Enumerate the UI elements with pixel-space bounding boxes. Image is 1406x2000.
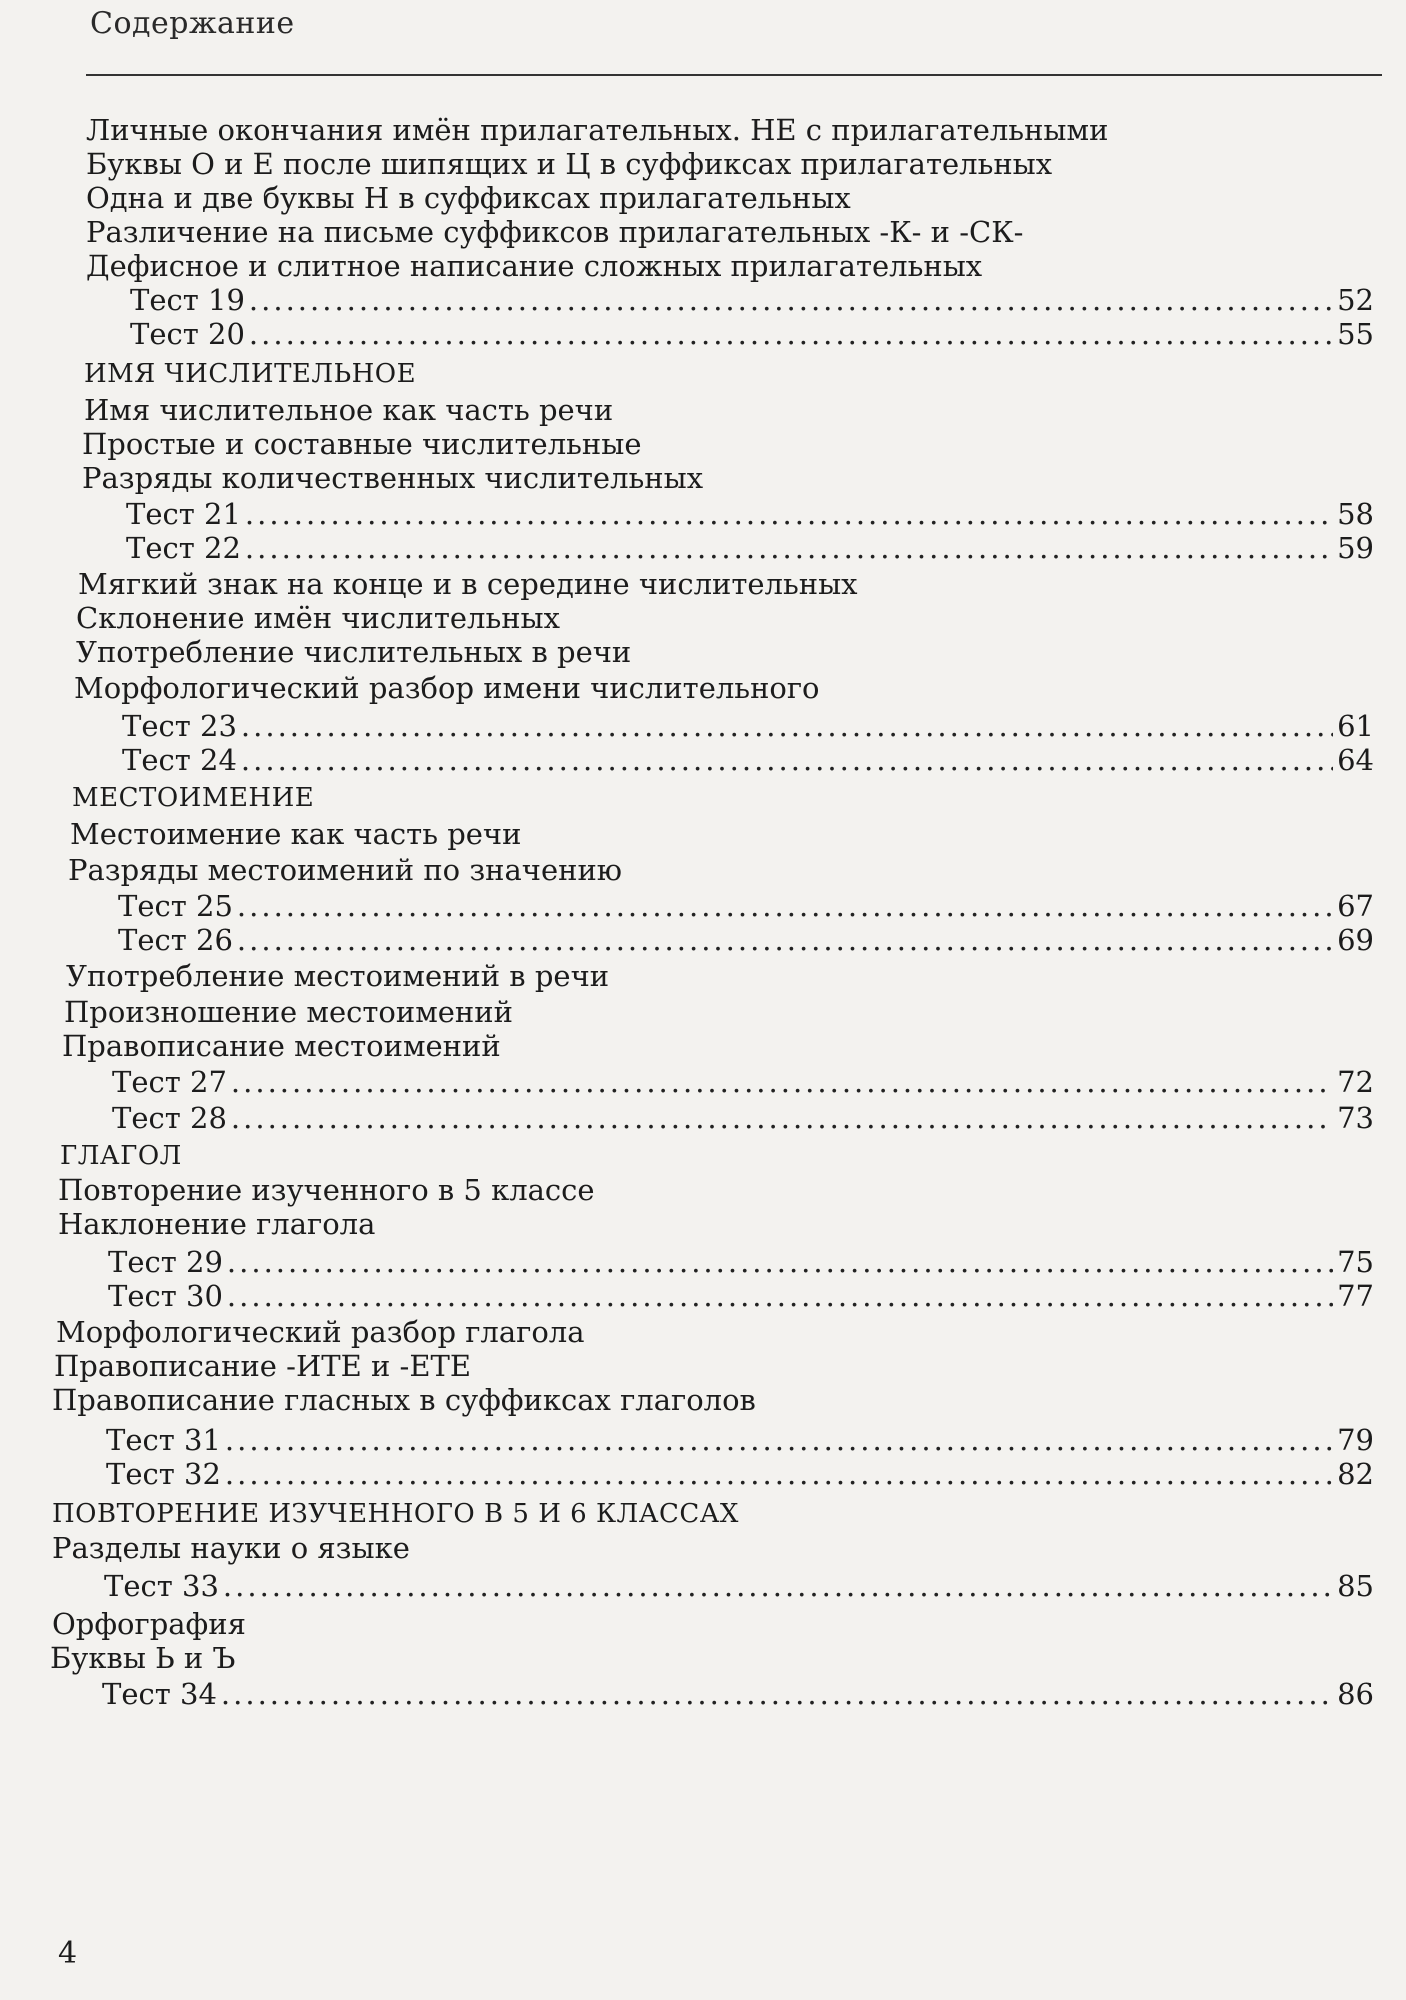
toc-page-number: 73 (1337, 1101, 1374, 1135)
dot-leader (227, 1278, 1333, 1314)
toc-page-number: 52 (1337, 283, 1374, 317)
toc-test-entry (106, 1456, 1374, 1492)
toc-test-entry (122, 708, 1374, 744)
dot-leader (245, 530, 1333, 566)
toc-topic-entry (76, 634, 631, 670)
toc-test-entry (106, 1422, 1374, 1458)
dot-leader (249, 316, 1333, 352)
toc-entry-label: Морфологический разбор имени числительного (74, 671, 820, 705)
toc-entry-label: Местоимение как часть речи (70, 817, 522, 851)
toc-topic-entry (74, 670, 820, 706)
toc-topic-entry (76, 600, 560, 636)
dot-leader (225, 1456, 1333, 1492)
toc-test-entry (126, 496, 1374, 532)
toc-test-entry (102, 1676, 1374, 1712)
toc-page-number: 72 (1337, 1065, 1374, 1099)
page-header-title: Содержание (90, 6, 295, 41)
toc-topic-entry (86, 146, 1052, 182)
toc-page-number: 55 (1337, 317, 1374, 351)
toc-entry-label: Склонение имён числительных (76, 601, 560, 635)
toc-entry-label: Мягкий знак на конце и в середине числительных (78, 567, 858, 601)
toc-page-number: 61 (1337, 709, 1374, 743)
toc-test-entry (118, 922, 1374, 958)
toc-entry-label: Тест 28 (112, 1101, 227, 1135)
toc-topic-entry (58, 1172, 595, 1208)
toc-test-entry (108, 1244, 1374, 1280)
toc-topic-entry (86, 248, 982, 284)
toc-entry-label: Разделы науки о языке (52, 1531, 410, 1565)
toc-entry-label: Одна и две буквы Н в суффиксах прилагательных (86, 181, 851, 215)
toc-entry-label: Тест 23 (122, 709, 237, 743)
toc-entry-label: Морфологический разбор глагола (56, 1315, 585, 1349)
toc-test-entry (126, 530, 1374, 566)
toc-topic-entry (54, 1348, 471, 1384)
toc-entry-label: Употребление местоимений в речи (66, 959, 610, 993)
toc-test-entry (122, 742, 1374, 778)
dot-leader (237, 922, 1333, 958)
toc-topic-entry (82, 460, 703, 496)
toc-entry-label: Тест 30 (108, 1279, 223, 1313)
toc-page-number: 64 (1337, 743, 1374, 777)
page-number: 4 (58, 1936, 78, 1971)
toc-test-entry (118, 888, 1374, 924)
toc-page-number: 77 (1337, 1279, 1374, 1313)
toc-topic-entry (64, 994, 513, 1030)
dot-leader (231, 1100, 1333, 1136)
toc-topic-entry (50, 1640, 235, 1676)
toc-topic-entry (86, 214, 1023, 250)
toc-entry-label: Правописание гласных в суффиксах глаголов (52, 1383, 756, 1417)
dot-leader (221, 1676, 1333, 1712)
toc-entry-label: Дефисное и слитное написание сложных прилагательных (86, 249, 983, 283)
toc-entry-label: МЕСТОИМЕНИЕ (72, 783, 315, 813)
toc-entry-label: ГЛАГОЛ (60, 1141, 182, 1171)
toc-entry-label: Простые и составные числительные (82, 427, 642, 461)
toc-topic-entry (66, 958, 609, 994)
toc-test-entry (130, 282, 1374, 318)
header-divider (86, 74, 1382, 76)
dot-leader (231, 1064, 1333, 1100)
dot-leader (227, 1244, 1333, 1280)
toc-entry-label: Произношение местоимений (64, 995, 513, 1029)
toc-page-number: 85 (1337, 1569, 1374, 1603)
toc-section-heading (60, 1138, 182, 1174)
toc-entry-label: Тест 32 (106, 1457, 221, 1491)
dot-leader (245, 496, 1333, 532)
toc-page-number: 59 (1337, 531, 1374, 565)
toc-page-number: 67 (1337, 889, 1374, 923)
toc-entry-label: Тест 24 (122, 743, 237, 777)
toc-entry-label: Наклонение глагола (58, 1207, 376, 1241)
dot-leader (241, 742, 1333, 778)
toc-test-entry (112, 1064, 1374, 1100)
toc-entry-label: ИМЯ ЧИСЛИТЕЛЬНОЕ (84, 359, 417, 389)
toc-entry-label: Правописание -ИТЕ и -ЕТЕ (54, 1349, 472, 1383)
toc-entry-label: Тест 26 (118, 923, 233, 957)
toc-topic-entry (52, 1382, 756, 1418)
toc-topic-entry (84, 392, 613, 428)
toc-topic-entry (52, 1606, 246, 1642)
toc-page-number: 75 (1337, 1245, 1374, 1279)
toc-entry-label: Тест 22 (126, 531, 241, 565)
toc-entry-label: Орфография (52, 1607, 246, 1641)
toc-entry-label: Различение на письме суффиксов прилагательных -К- и -СК- (86, 215, 1024, 249)
toc-entry-label: Имя числительное как часть речи (84, 393, 614, 427)
toc-entry-label: Тест 33 (104, 1569, 219, 1603)
toc-entry-label: Правописание местоимений (62, 1029, 501, 1063)
toc-page-number: 79 (1337, 1423, 1374, 1457)
toc-entry-label: Тест 21 (126, 497, 241, 531)
toc-entry-label: Тест 19 (130, 283, 245, 317)
toc-section-heading (72, 780, 314, 816)
toc-entry-label: Употребление числительных в речи (76, 635, 632, 669)
toc-entry-label: Буквы О и Е после шипящих и Ц в суффиксах прилагательных (86, 147, 1053, 181)
toc-section-heading (52, 1496, 739, 1532)
dot-leader (241, 708, 1333, 744)
toc-entry-label: Разряды местоимений по значению (68, 853, 623, 887)
toc-test-entry (104, 1568, 1374, 1604)
toc-entry-label: Буквы Ь и Ъ (50, 1641, 236, 1675)
toc-topic-entry (68, 852, 622, 888)
dot-leader (249, 282, 1333, 318)
toc-topic-entry (70, 816, 521, 852)
toc-entry-label: Тест 34 (102, 1677, 217, 1711)
toc-entry-label: Тест 27 (112, 1065, 227, 1099)
toc-topic-entry (82, 426, 641, 462)
toc-entry-label: ПОВТОРЕНИЕ ИЗУЧЕННОГО В 5 И 6 КЛАССАХ (52, 1499, 739, 1529)
toc-page-number: 58 (1337, 497, 1374, 531)
toc-entry-label: Тест 25 (118, 889, 233, 923)
toc-entry-label: Личные окончания имён прилагательных. НЕ с прилагательными (86, 113, 1109, 147)
dot-leader (225, 1422, 1333, 1458)
toc-page-number: 69 (1337, 923, 1374, 957)
toc-test-entry (112, 1100, 1374, 1136)
toc-entry-label: Тест 20 (130, 317, 245, 351)
toc-entry-label: Разряды количественных числительных (82, 461, 704, 495)
dot-leader (237, 888, 1333, 924)
toc-topic-entry (78, 566, 858, 602)
toc-topic-entry (86, 112, 1108, 148)
toc-topic-entry (56, 1314, 585, 1350)
toc-section-heading (84, 356, 416, 392)
toc-test-entry (108, 1278, 1374, 1314)
toc-entry-label: Тест 29 (108, 1245, 223, 1279)
toc-topic-entry (52, 1530, 410, 1566)
toc-test-entry (130, 316, 1374, 352)
dot-leader (223, 1568, 1333, 1604)
toc-page-number: 82 (1337, 1457, 1374, 1491)
toc-page-number: 86 (1337, 1677, 1374, 1711)
toc-entry-label: Повторение изученного в 5 классе (58, 1173, 595, 1207)
toc-topic-entry (58, 1206, 375, 1242)
toc-entry-label: Тест 31 (106, 1423, 221, 1457)
toc-topic-entry (86, 180, 851, 216)
toc-topic-entry (62, 1028, 501, 1064)
